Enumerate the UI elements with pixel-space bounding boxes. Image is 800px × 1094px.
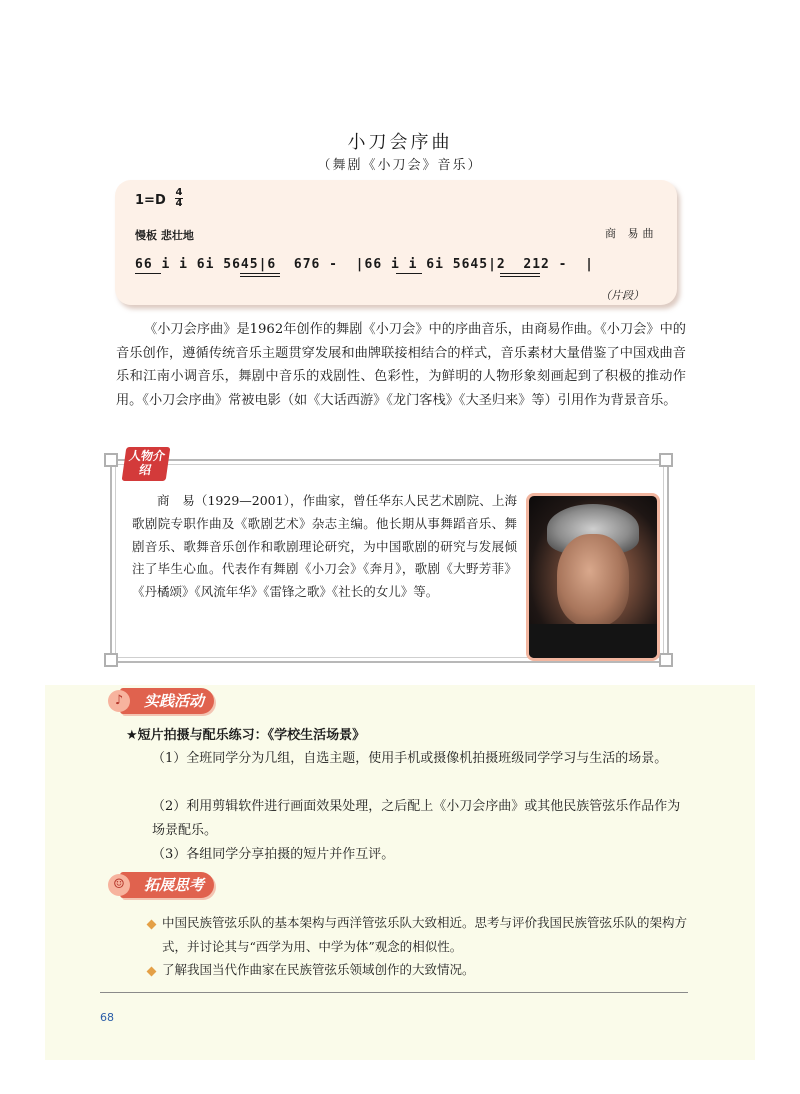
footer-rule xyxy=(100,992,688,993)
intro-paragraph: 《小刀会序曲》是1962年创作的舞剧《小刀会》中的序曲音乐，由商易作曲。《小刀会》中的音乐创作，遵循传统音乐主题贯穿发展和曲牌联接相结合的样式，音乐素材大量借鉴了中国戏曲音乐和江南小调音乐，舞剧中音乐的戏剧性、色彩性，为鲜明的人物形象刻画起到了积极的推动作用。《小刀会序曲》常被电影（如《大话西游》《龙门客栈》《大圣归来》等）引用作为背景音乐。 xyxy=(116,322,686,408)
score-panel xyxy=(115,180,677,305)
thinking-head-icon: ☺ xyxy=(108,874,130,896)
extension-bullet-2: 了解我国当代作曲家在民族管弦乐领域创作的大致情况。 xyxy=(162,962,475,977)
score-key: 1=D xyxy=(135,193,166,208)
frame-corner xyxy=(659,653,673,667)
beam-line xyxy=(396,273,422,274)
jianpu-notation: 66 i i 6i 5645|6 676 - |66 i i 6i 5645|2 212 - | xyxy=(135,257,594,272)
song-subtitle: （舞剧《小刀会》音乐） xyxy=(317,158,483,173)
beam-line xyxy=(240,276,280,277)
frame-corner xyxy=(659,453,673,467)
practice-badge: 实践活动 xyxy=(120,688,214,714)
music-note-icon: ♪ xyxy=(108,690,130,712)
extension-badge: 拓展思考 xyxy=(120,872,214,898)
extension-bullet-1: 中国民族管弦乐队的基本架构与西洋管弦乐队大致相近。思考与评价我国民族管弦乐队的架构方式，并讨论其与“西学为用、中学为体”观念的相似性。 xyxy=(162,915,688,954)
frame-corner xyxy=(104,653,118,667)
bio-badge: 人物介绍 xyxy=(122,447,171,481)
time-sig-bottom: 4 xyxy=(175,198,183,209)
tempo-marking: 慢板 悲壮地 xyxy=(135,229,194,242)
beam-line xyxy=(500,273,540,274)
beam-line xyxy=(135,273,161,274)
practice-item-2: （2）利用剪辑软件进行画面效果处理，之后配上《小刀会序曲》或其他民族管弦乐作品作为场景配乐。 xyxy=(152,799,681,838)
beam-line xyxy=(240,273,280,274)
practice-item-3: （3）各组同学分享拍摄的短片并作互评。 xyxy=(152,847,395,862)
time-sig-top: 4 xyxy=(175,187,183,198)
beam-line xyxy=(500,276,540,277)
frame-corner xyxy=(104,453,118,467)
page-number: 68 xyxy=(100,1011,114,1024)
composer-portrait xyxy=(526,493,660,661)
practice-item-1: （1）全班同学分为几组，自选主题，使用手机或摄像机拍摄班级同学学习与生活的场景。 xyxy=(152,751,668,766)
excerpt-label: （片段） xyxy=(600,289,644,302)
composer-credit: 商 易曲 xyxy=(605,227,658,240)
time-signature xyxy=(175,188,183,209)
bio-text: 商 易（1929—2001），作曲家，曾任华东人民艺术剧院、上海歌剧院专职作曲及《歌剧艺术》杂志主编。他长期从事舞蹈音乐、舞剧音乐、歌舞音乐创作和歌剧理论研究，为中国歌剧的研究与发展倾注了毕生心血。代表作有舞剧《小刀会》《奔月》，歌剧《大野芳菲》《丹橘颂》《风流年华》《雷锋之歌》《社长的女儿》等。 xyxy=(132,493,517,600)
song-title: 小刀会序曲 xyxy=(347,132,453,153)
practice-heading: ★短片拍摄与配乐练习：《学校生活场景》 xyxy=(126,728,366,743)
